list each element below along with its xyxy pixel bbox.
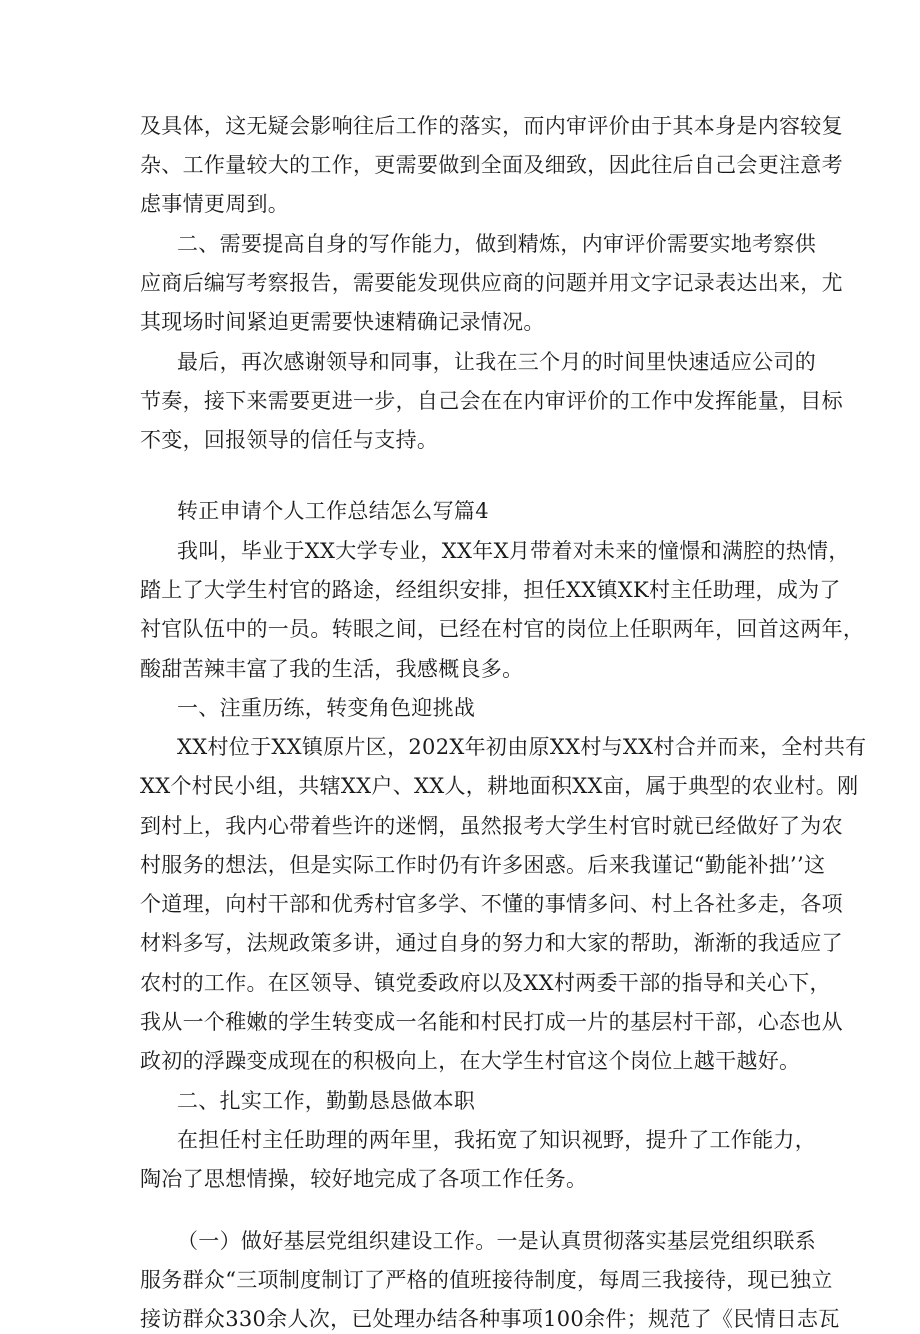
text-line: 虑事情更周到。	[140, 192, 290, 216]
text-line: 政初的浮躁变成现在的积极向上，在大学生村官这个岗位上越干越好。	[140, 1049, 801, 1073]
text-line: 接访群众330余人次，已处理办结各种事项100余件；规范了《民情日志瓦	[140, 1307, 840, 1331]
text-line: 衬官队伍中的一员。转眼之间，已经在村官的岗位上任职两年，回首这两年，	[140, 617, 865, 641]
text-line: 酸甜苦辣丰富了我的生活，我感概良多。	[140, 657, 524, 681]
text-line: 服务群众“三项制度制订了严格的值班接待制度，每周三我接待，现已独立	[140, 1268, 833, 1292]
text-line: 材料多写，法规政策多讲，通过自身的努力和大家的帮助，渐渐的我适应了	[140, 931, 843, 955]
text-line: 踏上了大学生村官的路途，经组织安排，担任XX镇XK村主任助理，成为了	[140, 578, 841, 602]
text-line: 其现场时间紧迫更需要快速精确记录情况。	[140, 310, 545, 334]
paragraph-start: XX村位于XX镇原片区，202X年初由原XX村与XX村合并而来，全村共有	[177, 735, 867, 759]
section-heading: 二、需要提高自身的写作能力，做到精炼，内审评价需要实地考察供	[177, 232, 816, 256]
article-title: 转正申请个人工作总结怎么写篇4	[177, 499, 489, 523]
text-line: 杂、工作量较大的工作，更需要做到全面及细致，因此往后自己会更注意考	[140, 153, 843, 177]
text-line: 陶冶了思想情操，较好地完成了各项工作任务。	[140, 1167, 588, 1191]
section-heading: 一、注重历练，转变角色迎挑战	[177, 696, 476, 720]
text-line: 个道理，向村干部和优秀村官多学、不懂的事情多问、村上各社多走，各项	[140, 892, 843, 916]
text-line: 我从一个稚嫩的学生转变成一名能和村民打成一片的基层村干部，心态也从	[140, 1010, 843, 1034]
paragraph-start: （一）做好基层党组织建设工作。一是认真贯彻落实基层党组织联系	[177, 1229, 816, 1253]
text-line: 应商后编写考察报告，需要能发现供应商的问题并用文字记录表达出来，尤	[140, 271, 843, 295]
paragraph-start: 我叫，毕业于XX大学专业，XX年X月带着对未来的憧憬和满腔的热情，	[177, 539, 850, 563]
section-heading: 二、扎实工作，勤勤恳恳做本职	[177, 1089, 476, 1113]
text-line: 村服务的想法，但是实际工作时仍有许多困惑。后来我谨记“勤能补拙’’这	[140, 853, 826, 877]
text-line: 农村的工作。在区领导、镇党委政府以及XX村两委干部的指导和关心下，	[140, 971, 831, 995]
text-line: XX个村民小组，共辖XX户、XX人，耕地面积XX亩，属于典型的农业村。刚	[140, 774, 859, 798]
text-line: 到村上，我内心带着些许的迷惘，虽然报考大学生村官时就已经做好了为农	[140, 814, 843, 838]
paragraph-start: 在担任村主任助理的两年里，我拓宽了知识视野，提升了工作能力，	[177, 1128, 816, 1152]
text-line: 及具体，这无疑会影响往后工作的落实，而内审评价由于其本身是内容较复	[140, 114, 843, 138]
paragraph-start: 最后，再次感谢领导和同事，让我在三个月的时间里快速适应公司的	[177, 350, 816, 374]
text-line: 节奏，接下来需要更进一步，自己会在在内审评价的工作中发挥能量，目标	[140, 389, 843, 413]
text-line: 不变，回报领导的信任与支持。	[140, 428, 439, 452]
